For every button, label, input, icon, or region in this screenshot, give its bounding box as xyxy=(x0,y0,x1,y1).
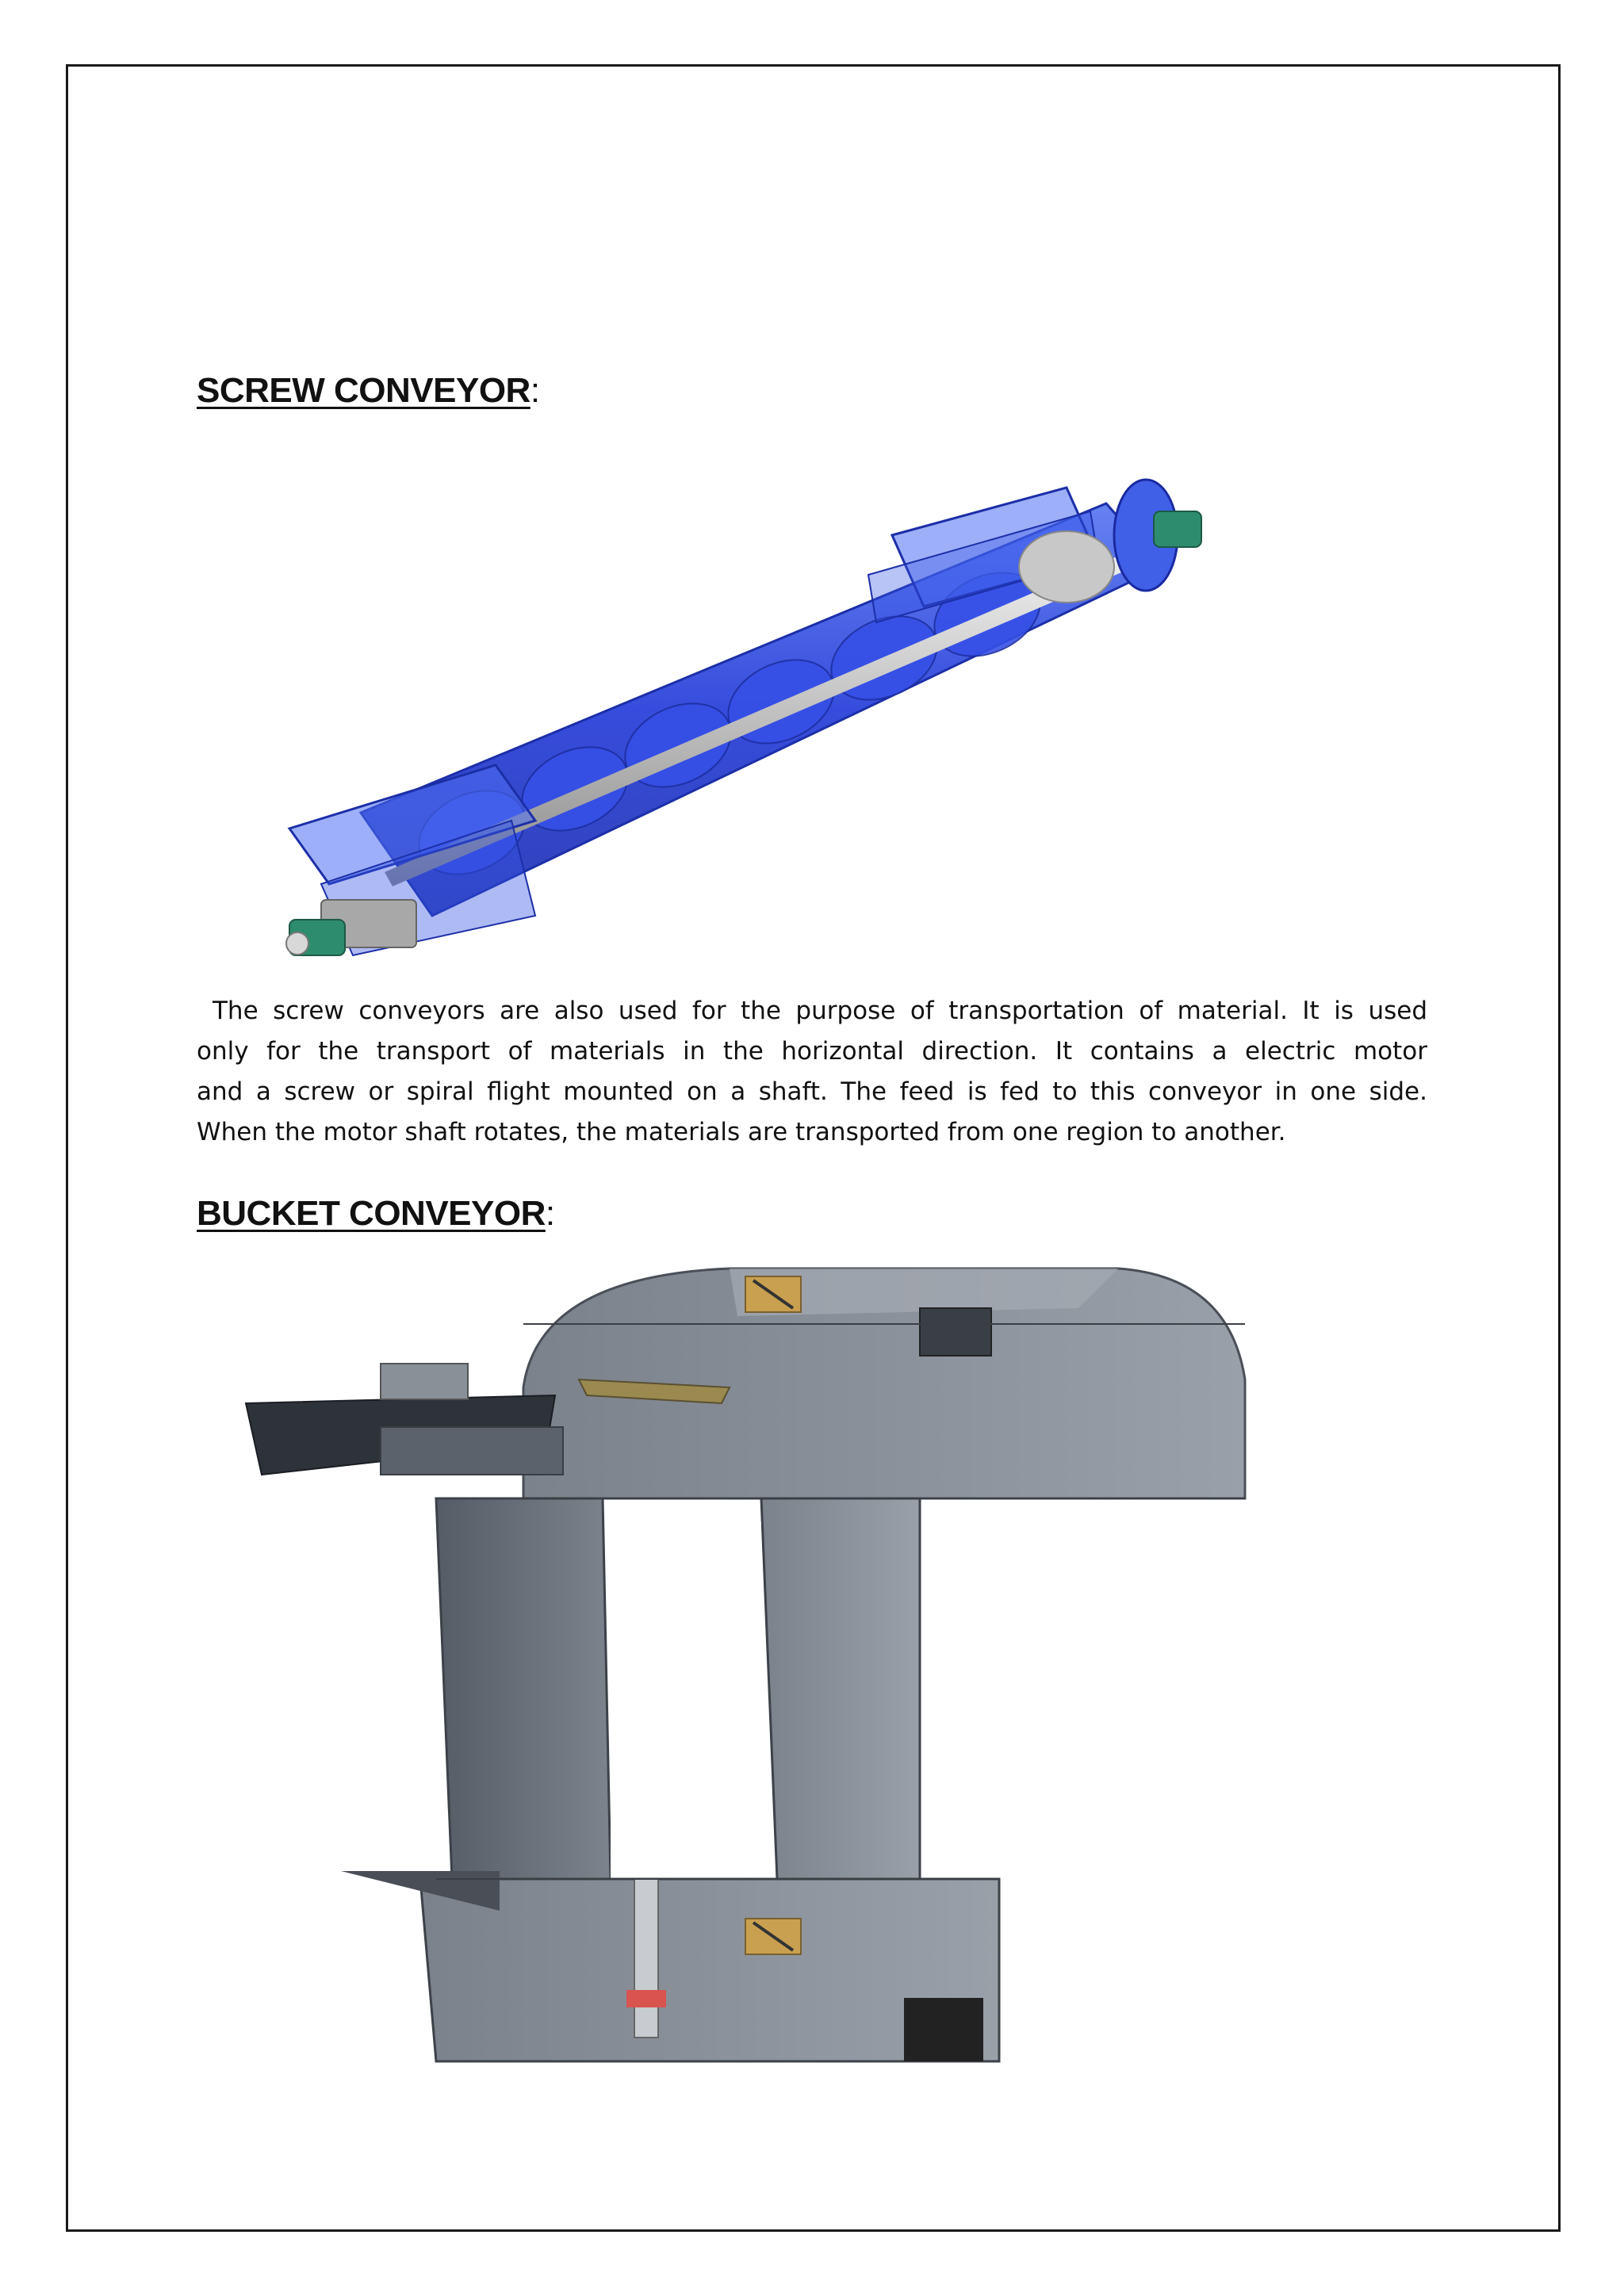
screw-conveyor-heading: SCREW CONVEYOR: xyxy=(197,371,540,410)
bucket-conveyor-figure xyxy=(238,1261,1285,2069)
paragraph-line: The screw conveyors are also used for the purpose of transportation of material. It is used xyxy=(213,997,1427,1025)
paragraph-line: and a screw or spiral flight mounted on a shaft. The feed is fed to this conveyor in one side. xyxy=(197,1077,1427,1106)
screw-conveyor-title: SCREW CONVEYOR xyxy=(197,371,530,410)
paragraph-line: When the motor shaft rotates, the materials are transported from one region to another. xyxy=(197,1118,1286,1146)
bucket-conveyor-title: BUCKET CONVEYOR xyxy=(197,1194,546,1233)
screw-conveyor-figure xyxy=(274,472,1360,979)
paragraph-line: only for the transport of materials in the horizontal direction. It contains a electric motor xyxy=(197,1037,1427,1066)
bucket-conveyor-heading: BUCKET CONVEYOR: xyxy=(197,1194,555,1233)
screw-conveyor-description xyxy=(197,991,1427,1153)
